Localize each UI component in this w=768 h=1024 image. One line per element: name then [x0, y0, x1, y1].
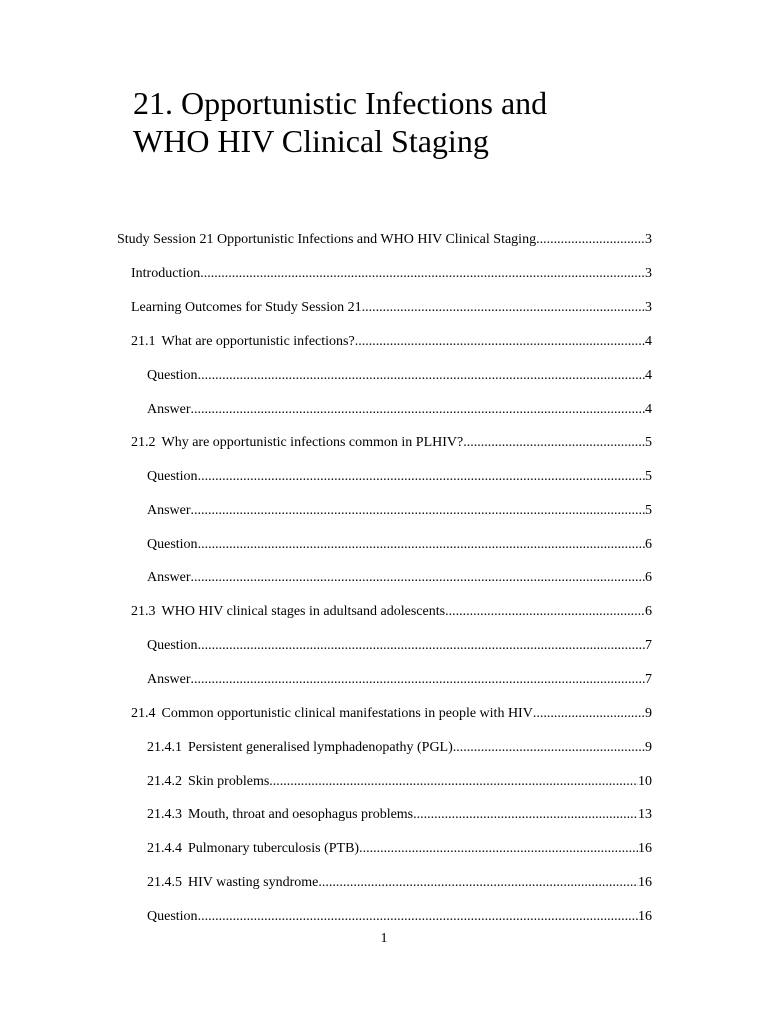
toc-leader-dots: [533, 705, 645, 723]
toc-entry-answer[interactable]: [147, 569, 652, 587]
toc-section-number: 21.4.3: [147, 807, 182, 822]
toc-entry-21-4-1[interactable]: [147, 739, 652, 757]
toc-page-number: 16: [638, 841, 652, 856]
toc-entry-text: WHO HIV clinical stages in adultsand adolescents: [161, 604, 446, 619]
toc-page-number: 13: [638, 807, 652, 822]
toc-page-number: 6: [645, 570, 652, 585]
toc-entry-text: Study Session 21 Opportunistic Infections and WHO HIV Clinical Staging: [117, 232, 537, 247]
toc-entry-text: Mouth, throat and oesophagus problems: [188, 807, 414, 822]
toc-entry-text: Question: [147, 909, 198, 924]
toc-entry-text: Answer: [147, 570, 191, 585]
toc-leader-dots: [198, 637, 645, 655]
toc-entry-text: Common opportunistic clinical manifestations in people with HIV: [161, 706, 533, 721]
title-line-2: WHO HIV Clinical Staging: [133, 123, 489, 159]
toc-page-number: 7: [645, 638, 652, 653]
toc-entry-21-1[interactable]: [131, 333, 652, 351]
toc-entry-text: Why are opportunistic infections common in PLHIV?: [161, 435, 464, 450]
toc-section-number: 21.2: [131, 435, 156, 450]
toc-page-number: 4: [645, 368, 652, 383]
toc-section-number: 21.3: [131, 604, 156, 619]
toc-leader-dots: [191, 671, 645, 689]
toc-page-number: 4: [645, 334, 652, 349]
toc-entry-text: Pulmonary tuberculosis (PTB): [188, 841, 360, 856]
toc-page-number: 7: [645, 672, 652, 687]
toc-leader-dots: [269, 773, 638, 791]
toc-leader-dots: [198, 468, 645, 486]
toc-page-number: 9: [645, 706, 652, 721]
toc-page-number: 3: [645, 232, 652, 247]
toc-page-number: 10: [638, 774, 652, 789]
toc-page-number: 6: [645, 537, 652, 552]
toc-entry-question[interactable]: [147, 367, 652, 385]
toc-entry-21-4-2[interactable]: [147, 773, 652, 791]
toc-section-number: 21.1: [131, 334, 156, 349]
toc-leader-dots: [198, 536, 645, 554]
toc-page-number: 3: [645, 266, 652, 281]
toc-leader-dots: [318, 874, 638, 892]
toc-entry-text: Question: [147, 368, 198, 383]
toc-entry-21-4-4[interactable]: [147, 840, 652, 858]
toc-entry-21-4-3[interactable]: [147, 806, 652, 824]
toc-entry-answer[interactable]: [147, 671, 652, 689]
toc-leader-dots: [413, 806, 638, 824]
toc-entry-text: Persistent generalised lymphadenopathy (PGL): [188, 740, 453, 755]
toc-entry-21-2[interactable]: [131, 434, 652, 452]
toc-entry-question[interactable]: [147, 536, 652, 554]
toc-leader-dots: [362, 299, 645, 317]
toc-page-number: 16: [638, 875, 652, 890]
toc-entry-learning-outcomes[interactable]: [131, 299, 652, 317]
toc-leader-dots: [191, 502, 645, 520]
toc-leader-dots: [191, 401, 645, 419]
toc-leader-dots: [198, 908, 638, 926]
toc-entry-question[interactable]: [147, 637, 652, 655]
toc-page-number: 3: [645, 300, 652, 315]
toc-entry-answer[interactable]: [147, 502, 652, 520]
page-number: 1: [380, 931, 388, 946]
toc-page-number: 5: [645, 435, 652, 450]
toc-entry-text: Answer: [147, 402, 191, 417]
toc-entry-study-session[interactable]: [117, 231, 652, 249]
toc-section-number: 21.4.1: [147, 740, 182, 755]
toc-leader-dots: [445, 603, 645, 621]
toc-leader-dots: [536, 231, 645, 249]
toc-page-number: 9: [645, 740, 652, 755]
toc-entry-21-3[interactable]: [131, 603, 652, 621]
toc-page-number: 5: [645, 469, 652, 484]
toc-entry-text: Introduction: [131, 266, 201, 281]
toc-page-number: 16: [638, 909, 652, 924]
toc-section-number: 21.4.4: [147, 841, 182, 856]
toc-entry-text: Learning Outcomes for Study Session 21: [131, 300, 362, 315]
toc-entry-text: Question: [147, 638, 198, 653]
toc-entry-text: Question: [147, 537, 198, 552]
title-line-1: 21. Opportunistic Infections and: [133, 85, 548, 121]
toc-section-number: 21.4.2: [147, 774, 182, 789]
toc-entry-question[interactable]: [147, 908, 652, 926]
toc-entry-question[interactable]: [147, 468, 652, 486]
toc-leader-dots: [453, 739, 645, 757]
toc-page-number: 6: [645, 604, 652, 619]
toc-page-number: 5: [645, 503, 652, 518]
toc-section-number: 21.4.5: [147, 875, 182, 890]
toc-leader-dots: [359, 840, 638, 858]
toc-entry-21-4-5[interactable]: [147, 874, 652, 892]
toc-entry-answer[interactable]: [147, 401, 652, 419]
toc-entry-text: Answer: [147, 503, 191, 518]
toc-entry-text: Answer: [147, 672, 191, 687]
toc-section-number: 21.4: [131, 706, 156, 721]
toc-entry-text: What are opportunistic infections?: [161, 334, 355, 349]
toc-entry-text: HIV wasting syndrome: [188, 875, 319, 890]
toc-entry-text: Skin problems: [188, 774, 270, 789]
toc-entry-text: Question: [147, 469, 198, 484]
toc-leader-dots: [200, 265, 645, 283]
toc-leader-dots: [191, 569, 645, 587]
toc-leader-dots: [355, 333, 645, 351]
toc-leader-dots: [198, 367, 645, 385]
toc-entry-introduction[interactable]: [131, 265, 652, 283]
toc-entry-21-4[interactable]: [131, 705, 652, 723]
toc-page-number: 4: [645, 402, 652, 417]
toc-leader-dots: [463, 434, 645, 452]
